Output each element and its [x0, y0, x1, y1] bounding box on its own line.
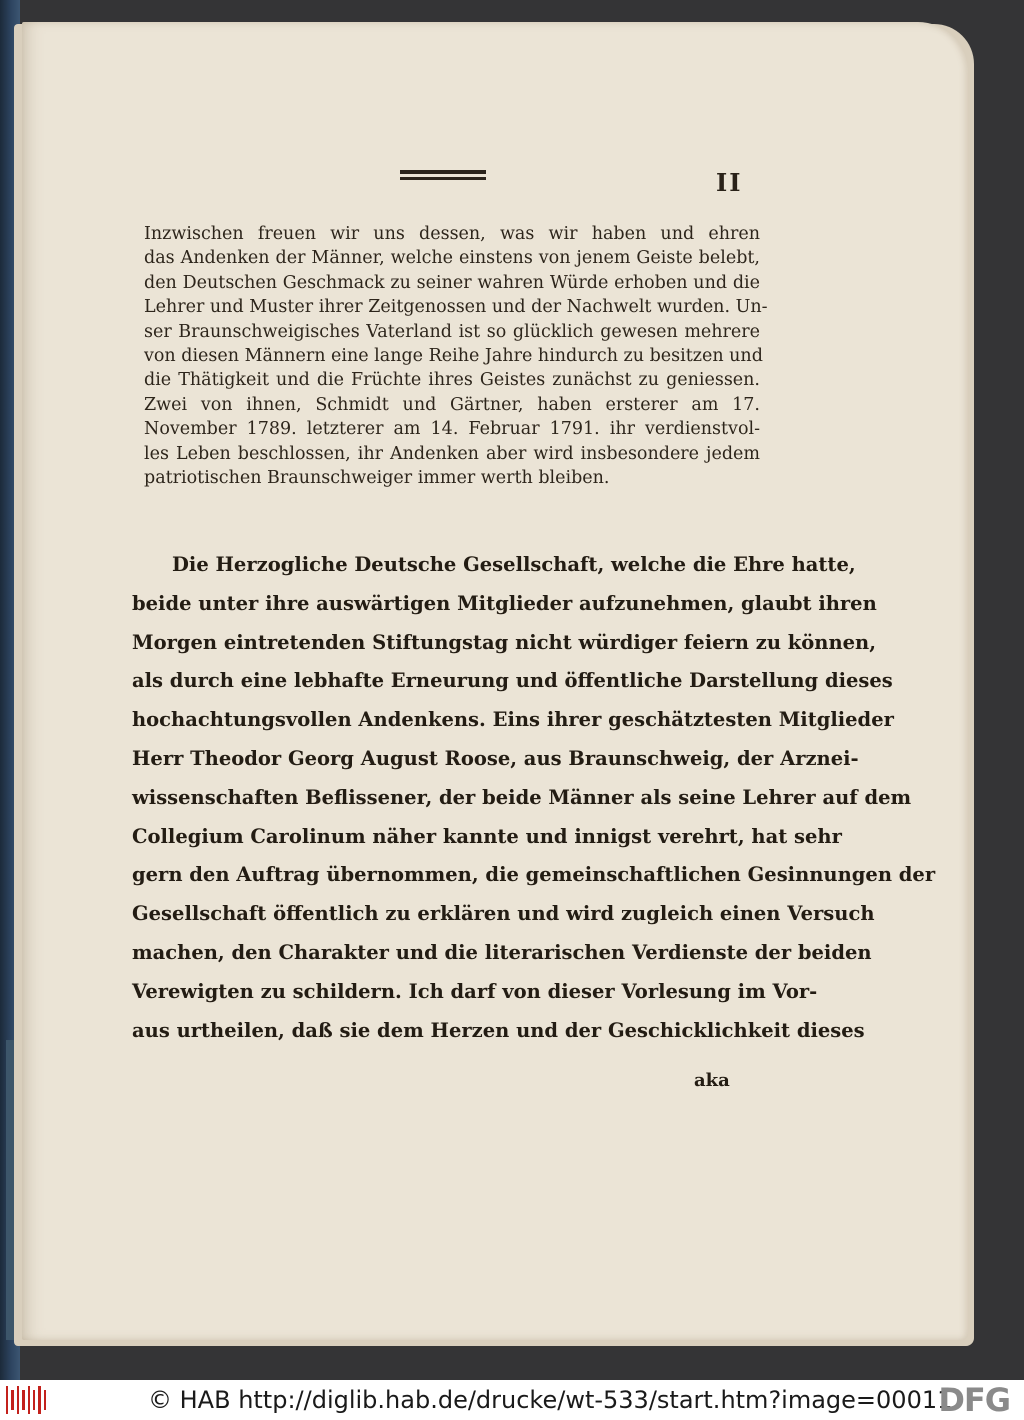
text-line: patriotischen Braunschweiger immer werth bleiben.: [144, 468, 610, 489]
text-line: Herr Theodor Georg August Roose, aus Braunschweig, der Arznei-: [132, 746, 859, 770]
text-line: gern den Auftrag übernommen, die gemeinschaftlichen Gesinnungen der: [132, 863, 936, 887]
text-line: Morgen eintretenden Stiftungstag nicht würdiger feiern zu können,: [132, 630, 877, 654]
text-line: Lehrer und Muster ihrer Zeitgenossen und der Nachwelt wurden. Un-: [144, 297, 768, 318]
text-line: als durch eine lebhafte Erneurung und öffentliche Darstellung dieses: [132, 669, 893, 693]
text-line: Die Herzogliche Deutsche Gesellschaft, welche die Ehre hatte,: [172, 553, 856, 576]
paragraph-1: [144, 222, 768, 490]
text-line: von diesen Männern eine lange Reihe Jahre hindurch zu besitzen und: [144, 346, 763, 367]
catchword: aka: [694, 1070, 730, 1091]
text-line: wissenschaften Beflissener, der beide Männer als seine Lehrer auf dem: [132, 785, 912, 809]
text-line: das Andenken der Männer, welche einstens von jenem Geiste belebt,: [144, 248, 760, 269]
text-line: Verewigten zu schildern. Ich darf von dieser Vorlesung im Vor-: [132, 979, 818, 1003]
text-line: les Leben beschlossen, ihr Andenken aber wird insbesondere jedem: [144, 443, 760, 464]
text-line: Collegium Carolinum näher kannte und innigst verehrt, hat sehr: [132, 824, 842, 848]
footer-bar: [0, 1380, 1024, 1420]
hab-barcode-icon: [6, 1386, 46, 1414]
text-line: Zwei von ihnen, Schmidt und Gärtner, haben ersterer am 17.: [144, 394, 760, 415]
dfg-logo: DFG: [938, 1381, 1010, 1419]
text-line: die Thätigkeit und die Früchte ihres Geistes zunächst zu geniessen.: [144, 370, 760, 391]
text-line: den Deutschen Geschmack zu seiner wahren Würde erhoben und die: [144, 272, 760, 293]
text-line: beide unter ihre auswärtigen Mitglieder aufzunehmen, glaubt ihren: [132, 591, 877, 615]
paragraph-2: [132, 546, 936, 1050]
text-line: aus urtheilen, daß sie dem Herzen und der Geschicklichkeit dieses: [132, 1018, 865, 1042]
copyright-url[interactable]: © HAB http://diglib.hab.de/drucke/wt-533/start.htm?image=00011: [148, 1386, 953, 1414]
header-rule: [400, 170, 486, 183]
text-line: November 1789. letzterer am 14. Februar 1791. ihr verdienstvol-: [144, 419, 760, 440]
text-line: machen, den Charakter und die literarischen Verdienste der beiden: [132, 940, 872, 964]
text-line: ser Braunschweigisches Vaterland ist so glücklich gewesen mehrere: [144, 321, 760, 342]
text-line: Inzwischen freuen wir uns dessen, was wir haben und ehren: [144, 224, 760, 244]
text-line: Gesellschaft öffentlich zu erklären und wird zugleich einen Versuch: [132, 902, 875, 926]
page-number: II: [716, 168, 743, 197]
text-line: hochachtungsvollen Andenkens. Eins ihrer geschätztesten Mitglieder: [132, 708, 894, 732]
